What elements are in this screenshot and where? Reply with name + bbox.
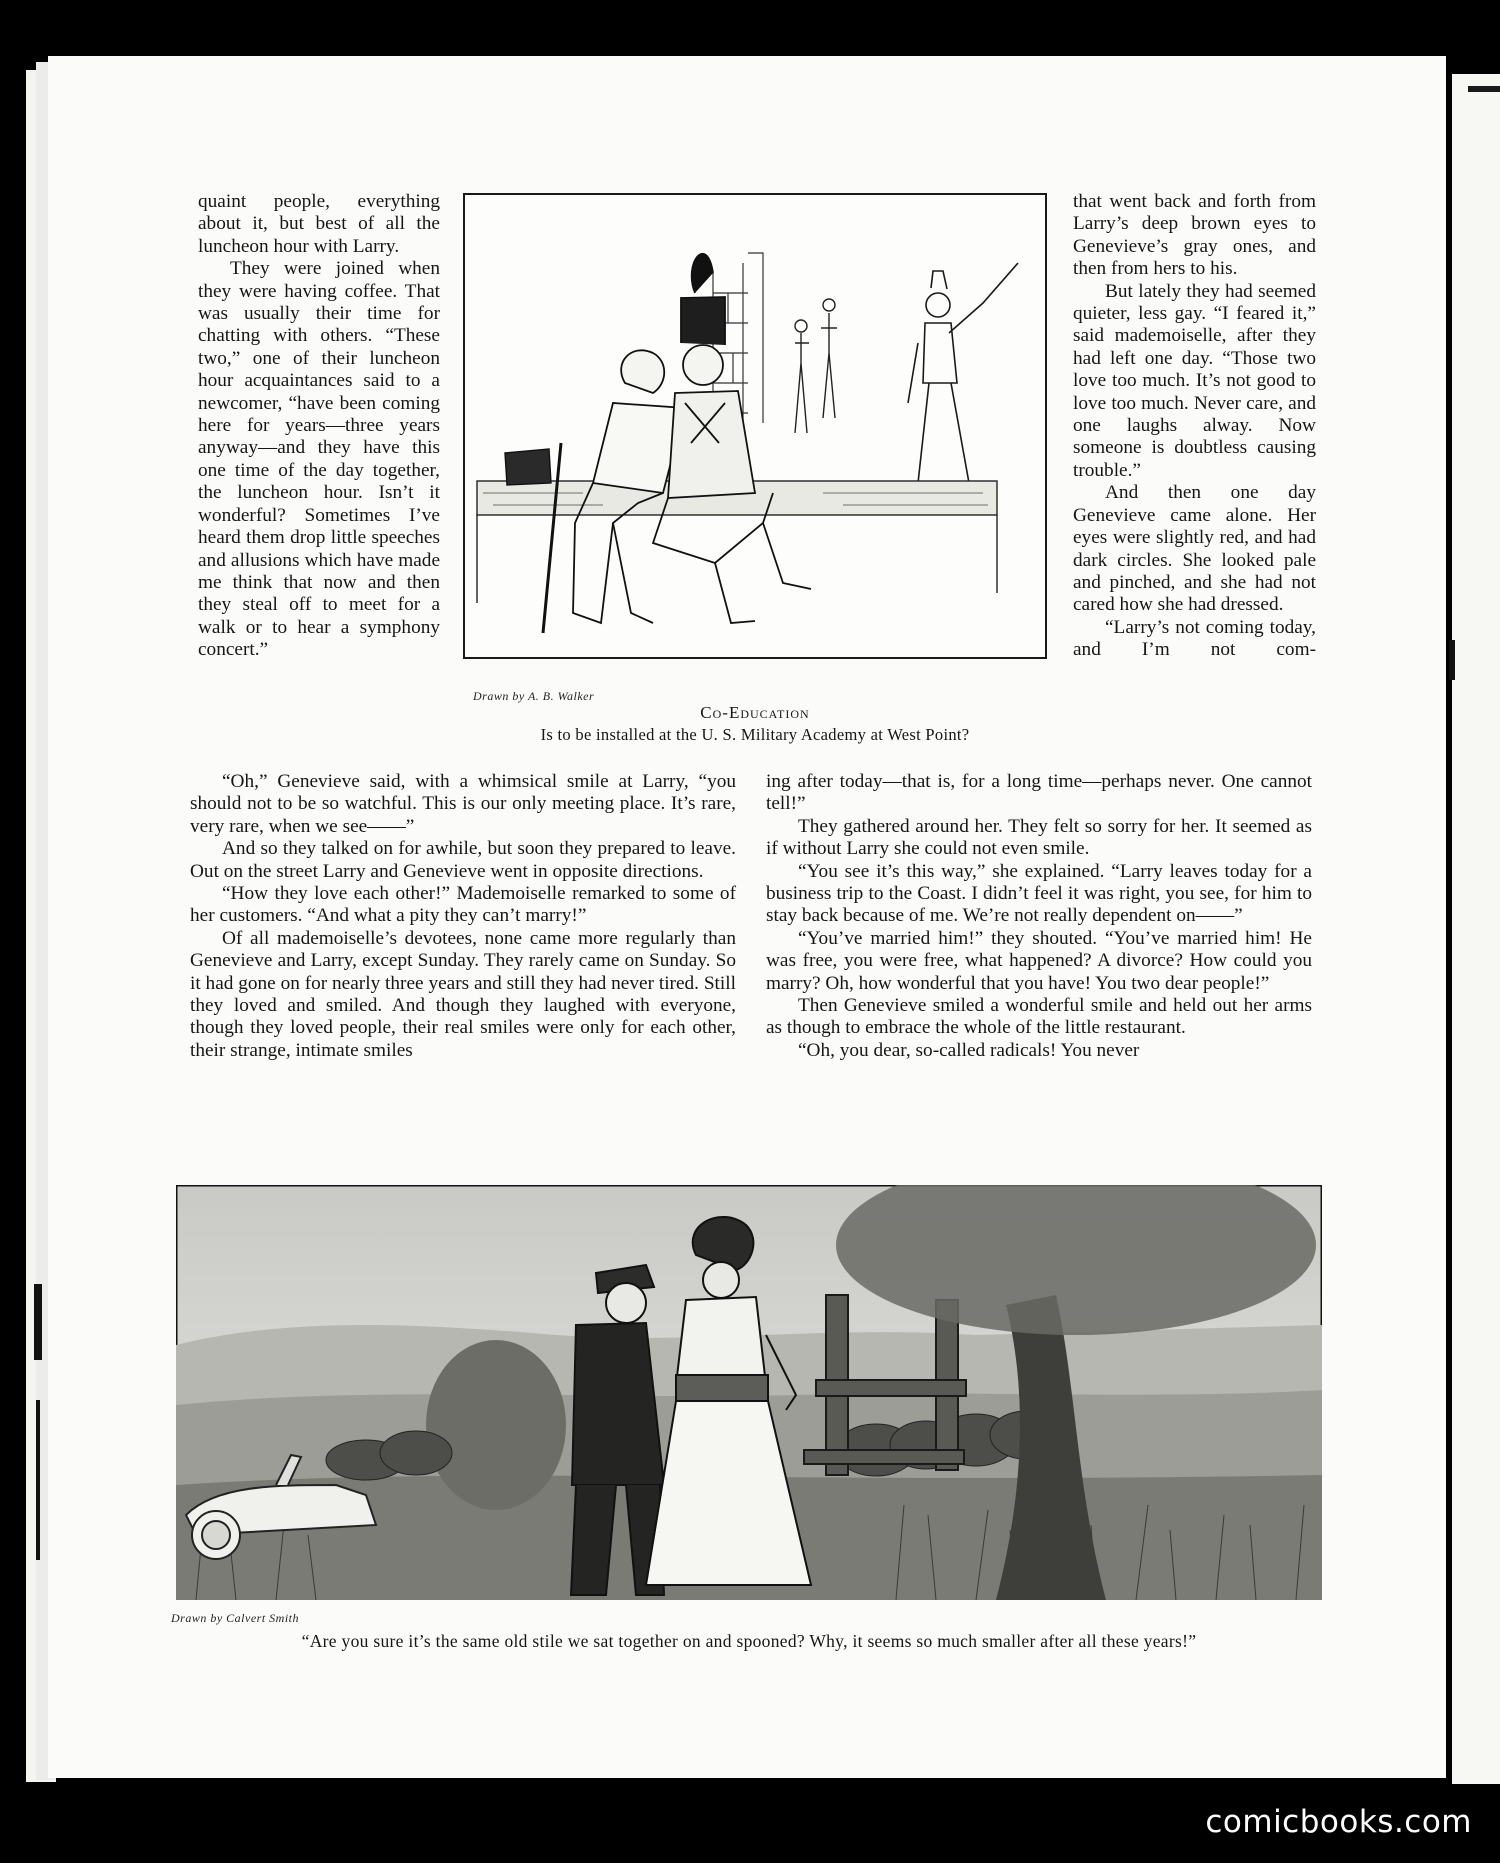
binding-mark bbox=[36, 1400, 40, 1560]
illustration-credit: Drawn by A. B. Walker bbox=[473, 689, 595, 703]
illustration-credit: Drawn by Calvert Smith bbox=[171, 1611, 299, 1625]
illustration-caption: “Are you sure it’s the same old stile we sat together on and spooned? Why, it seems so much smaller after all these years!” bbox=[301, 1631, 1197, 1651]
facing-page-mark bbox=[1468, 86, 1500, 92]
binding-mark bbox=[34, 1284, 42, 1360]
paragraph: Of all mademoiselle’s devotees, none came more regularly than Genevieve and Larry, except Sunday. They rarely came on Sunday. So it had gone on for nearly three years and still they had never tired. Still they loved and smiled. And though they laughed with everyone, though they loved people, their real smiles were only for each other, their strange, intimate smiles bbox=[190, 927, 736, 1061]
article-column-left-lower bbox=[190, 771, 736, 1062]
paragraph: “Larry’s not coming today, and I’m not com- bbox=[1073, 616, 1316, 661]
paragraph: But lately they had seemed quieter, less gay. “I feared it,” said mademoiselle, after they had left one day. “Those two love too much. It’s not good to love too much. Never care, and one laughs alway. Now someone is doubtless causing trouble.” bbox=[1073, 280, 1316, 481]
illustration-title: Co-Education bbox=[700, 703, 810, 722]
paragraph: They were joined when they were having coffee. That was usually their time for chatting with others. “These two,” one of their luncheon hour acquaintances said to a newcomer, “have been coming here for years—three years anyway—and they have this one time of the day together, the luncheon hour. Isn’t it wonderful? Sometimes I’ve heard them drop little speeches and allusions which have made me think that now and then they steal off to meet for a walk or to hear a symphony concert.” bbox=[198, 258, 440, 661]
paragraph: “How they love each other!” Mademoiselle remarked to some of her customers. “And what a pity they can’t marry!” bbox=[190, 883, 736, 927]
paragraph: “You see it’s this way,” she explained. “Larry leaves today for a business trip to the Coast. I didn’t feel it was right, you see, for him to stay back because of me. We’re not really dependent on——” bbox=[766, 860, 1312, 927]
illustration-subtitle: Is to be installed at the U. S. Military Academy at West Point? bbox=[540, 725, 970, 744]
paragraph: And so they talked on for awhile, but soon they prepared to leave. Out on the street Larry and Genevieve went in opposite directions. bbox=[190, 838, 736, 882]
article-column-left-upper bbox=[198, 191, 440, 662]
facing-page-edge bbox=[1452, 74, 1500, 1784]
paragraph: Then Genevieve smiled a wonderful smile and held out her arms as though to embrace the whole of the little restaurant. bbox=[766, 995, 1312, 1039]
paragraph: They gathered around her. They felt so sorry for her. It seemed as if without Larry she could not even smile. bbox=[766, 815, 1312, 860]
stile-illustration bbox=[171, 1185, 1322, 1651]
paragraph: quaint people, everything about it, but best of all the luncheon hour with Larry. bbox=[198, 191, 440, 257]
cadet-couple-drawing bbox=[463, 193, 1047, 659]
binding-mark bbox=[1449, 640, 1455, 680]
site-watermark: comicbooks.com bbox=[1205, 1804, 1472, 1840]
couple-at-stile-drawing bbox=[176, 1185, 1322, 1600]
article-column-right-lower bbox=[766, 771, 1312, 1062]
paragraph: that went back and forth from Larry’s deep brown eyes to Genevieve’s gray ones, and then from hers to his. bbox=[1073, 191, 1316, 280]
article-column-right-upper bbox=[1073, 191, 1316, 662]
paragraph: ing after today—that is, for a long time—perhaps never. One cannot tell!” bbox=[766, 771, 1312, 815]
paragraph: “Oh, you dear, so-called radicals! You never bbox=[798, 1039, 1140, 1061]
paragraph: “You’ve married him!” they shouted. “You’ve married him! He was free, you were free, what happened? A divorce? How could you marry? Oh, how wonderful that you have! You two dear people!” bbox=[766, 927, 1312, 994]
paragraph: And then one day Genevieve came alone. Her eyes were slightly red, and had dark circles. She looked pale and pinched, and she had not cared how she had dressed. bbox=[1073, 482, 1316, 616]
paragraph: “Oh,” Genevieve said, with a whimsical smile at Larry, “you should not to be so watchful. This is our only meeting place. It’s rare, very rare, when we see——” bbox=[190, 771, 736, 837]
co-education-illustration bbox=[463, 193, 1047, 744]
